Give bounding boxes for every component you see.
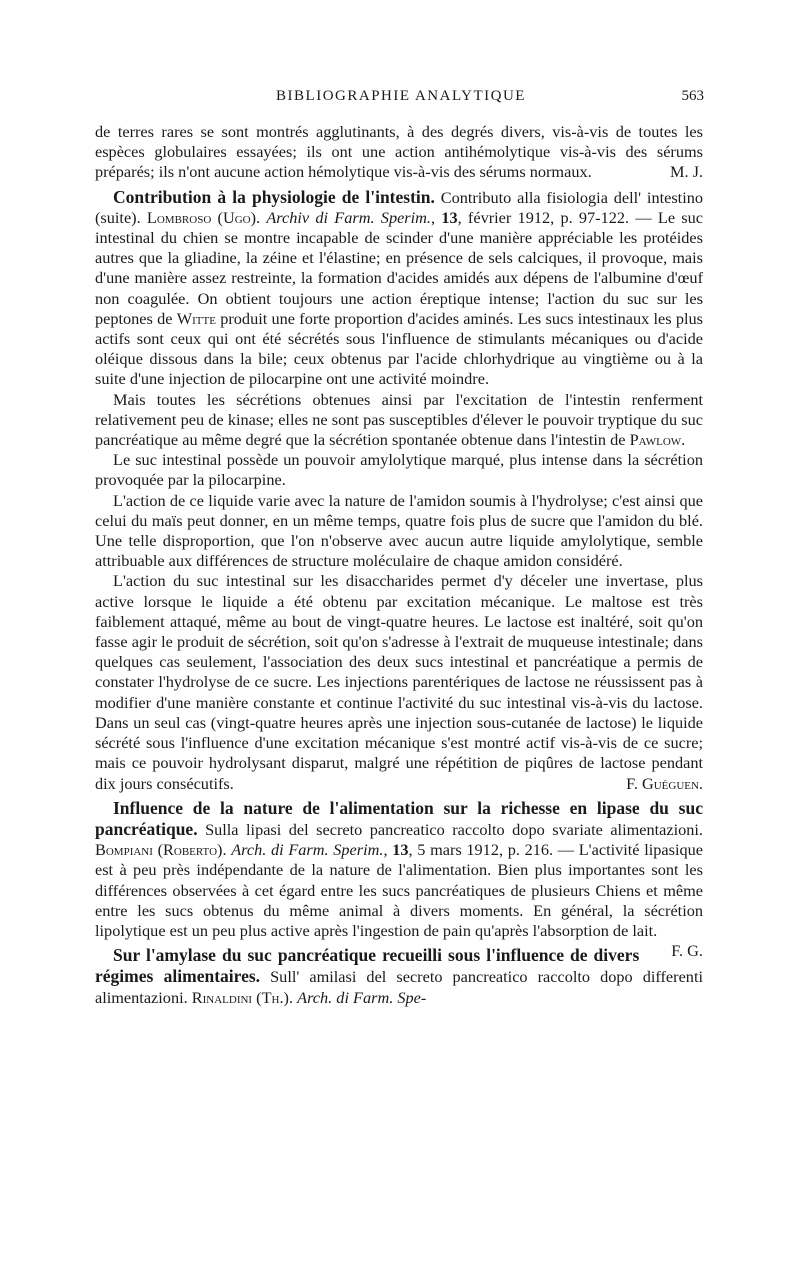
- entry-title: Sur l'amylase du suc pancréatique recueilli sous l'influence de divers régimes alimentaires.: [95, 945, 640, 987]
- volume: 13: [441, 207, 458, 227]
- separator: ,: [383, 840, 393, 860]
- paragraph-end: .: [681, 430, 686, 450]
- author: Bompiani (Roberto).: [95, 840, 227, 860]
- page-header: [98, 88, 704, 112]
- bibliography-entry: [95, 187, 703, 390]
- italian-title: Sulla lipasi del secreto pancreatico raccolto dopo svariate alimentazioni.: [197, 819, 703, 839]
- paragraph: [95, 571, 703, 793]
- paragraph: L'action de ce liquide varie avec la nature de l'amidon soumis à l'hydrolyse; c'est ainsi que celui du maïs peut donner, en un même temps, quatre fois plus de sucre que l'amidon du blé. Une telle disproportion, que l'on n'observe avec aucun autre liquide amylolytique, semble attribuable aux différences de structure moléculaire de chaque amidon considéré.: [95, 490, 703, 571]
- entry-details: , 5 mars 1912, p. 216. — L'activité lipasique est à peu près indépendante de la nature de l'alimentation. Bien plus importantes sont les différences observées à cet égard entre les sucs pancréatiques de plusieurs Chiens et même entre les sucs obtenus du même animal à divers moments. En général, la sécrétion lipolytique est un peu plus active après l'ingestion de pain qu'après l'absorption de lait.: [95, 840, 703, 940]
- entry-title: Influence de la nature de l'alimentation sur la richesse en lipase du suc pancréatique.: [95, 797, 703, 839]
- entry-details-cont: produit une forte proportion d'acides aminés. Les sucs intestinaux les plus actifs sont ceux qui ont été sécrétés sous l'influence de stimulants mécaniques ou d'acide oléique dissous dans la bile; ceux obtenus par l'acide chlorhydrique au vingtième ou à la suite d'une injection de pilocarpine ont une activité moindre.: [95, 308, 703, 389]
- italian-title: Sull' amilasi del secreto pancreatico raccolto dopo differenti alimentazioni.: [95, 967, 703, 1007]
- entry-title: Contribution à la physiologie de l'intestin.: [113, 186, 435, 207]
- italian-title: Contributo alla fisiologia dell' intestino (suite).: [95, 187, 703, 227]
- journal-name: Archiv di Farm. Sperim.: [266, 207, 431, 227]
- article-body: [95, 122, 703, 1008]
- continued-text: de terres rares se sont montrés agglutinants, à des degrés divers, vis-à-vis de toutes les espèces globulaires essayées; ils ont une action antihémolytique vis-à-vis des sérums préparés; ils n'ont aucune action hémolytique vis-à-vis des sérums normaux.: [95, 122, 703, 182]
- continued-paragraph: [95, 122, 703, 183]
- author: Rinaldini (Th.).: [191, 987, 294, 1007]
- bibliography-entry: [95, 797, 703, 961]
- journal-name: Arch. di Farm. Sperim.: [231, 840, 384, 860]
- paragraph-text: L'action du suc intestinal sur les disaccharides permet d'y déceler une invertase, plus active lorsque le liquide a été obtenu par excitation mécanique. Le maltose est très faiblement attaqué, même au bout de vingt-quatre heures. Le lactose est inaltéré, soit qu'on fasse agir le produit de sécrétion, soit qu'on s'adresse à l'extrait de muqueuse intestinale; dans quelques cas seulement, l'association des deux sucs intestinal et pancréatique a permis de constater l'hydrolyse de ce sucre. Les injections parentériques de lactose ne réussissent pas à modifier d'une manière constante et continue l'activité du suc intestinal vis-à-vis du lactose. Dans un seul cas (vingt-quatre heures après une injection sous-cutanée de lactose) le liquide sécrété sous l'influence d'une excitation mécanique s'est montré actif vis-à-vis de ce sucre; mais ce pouvoir hydrolysant disparut, malgré une répétition de piqûres de lactose pendant dix jours consécutifs.: [95, 571, 703, 793]
- journal-name: Arch. di Farm. Spe-: [297, 987, 427, 1007]
- bibliography-entry: [95, 945, 703, 1008]
- volume: 13: [392, 840, 409, 860]
- name-pawlow: Pawlow: [629, 430, 682, 450]
- entry-details: , février 1912, p. 97-122. — Le suc intestinal du chien se montre incapable de scinder d'une manière appréciable les protéides autres que la gliadine, la zéine et l'élastine; en présence de sels calciques, il provoque, mais d'une manière assez restreinte, la formation d'acides amidés aux dépens de l'albumine d'œuf non coagulée. On obtient toujours une action éreptique intense; l'action du suc sur les peptones de: [95, 207, 704, 328]
- name-witte: Witte: [176, 308, 216, 328]
- page-number: 563: [681, 88, 704, 104]
- paragraph-text: Mais toutes les sécrétions obtenues ainsi par l'excitation de l'intestin renferment relativement peu de kinase; elles ne sont pas susceptibles d'élever le pouvoir tryptique du suc pancréatique au même degré que la sécrétion spontanée obtenue dans l'intestin de: [95, 389, 703, 450]
- paragraph: [95, 390, 703, 451]
- signature: M. J.: [669, 162, 703, 182]
- separator: ,: [431, 207, 442, 227]
- paragraph: Le suc intestinal possède un pouvoir amylolytique marqué, plus intense dans la sécrétion provoquée par la pilocarpine.: [95, 450, 703, 490]
- running-title: BIBLIOGRAPHIE ANALYTIQUE: [276, 88, 526, 104]
- author: Lombroso (Ugo).: [146, 207, 261, 227]
- signature: F. G.: [671, 941, 703, 961]
- signature: F. Guéguen.: [626, 773, 703, 793]
